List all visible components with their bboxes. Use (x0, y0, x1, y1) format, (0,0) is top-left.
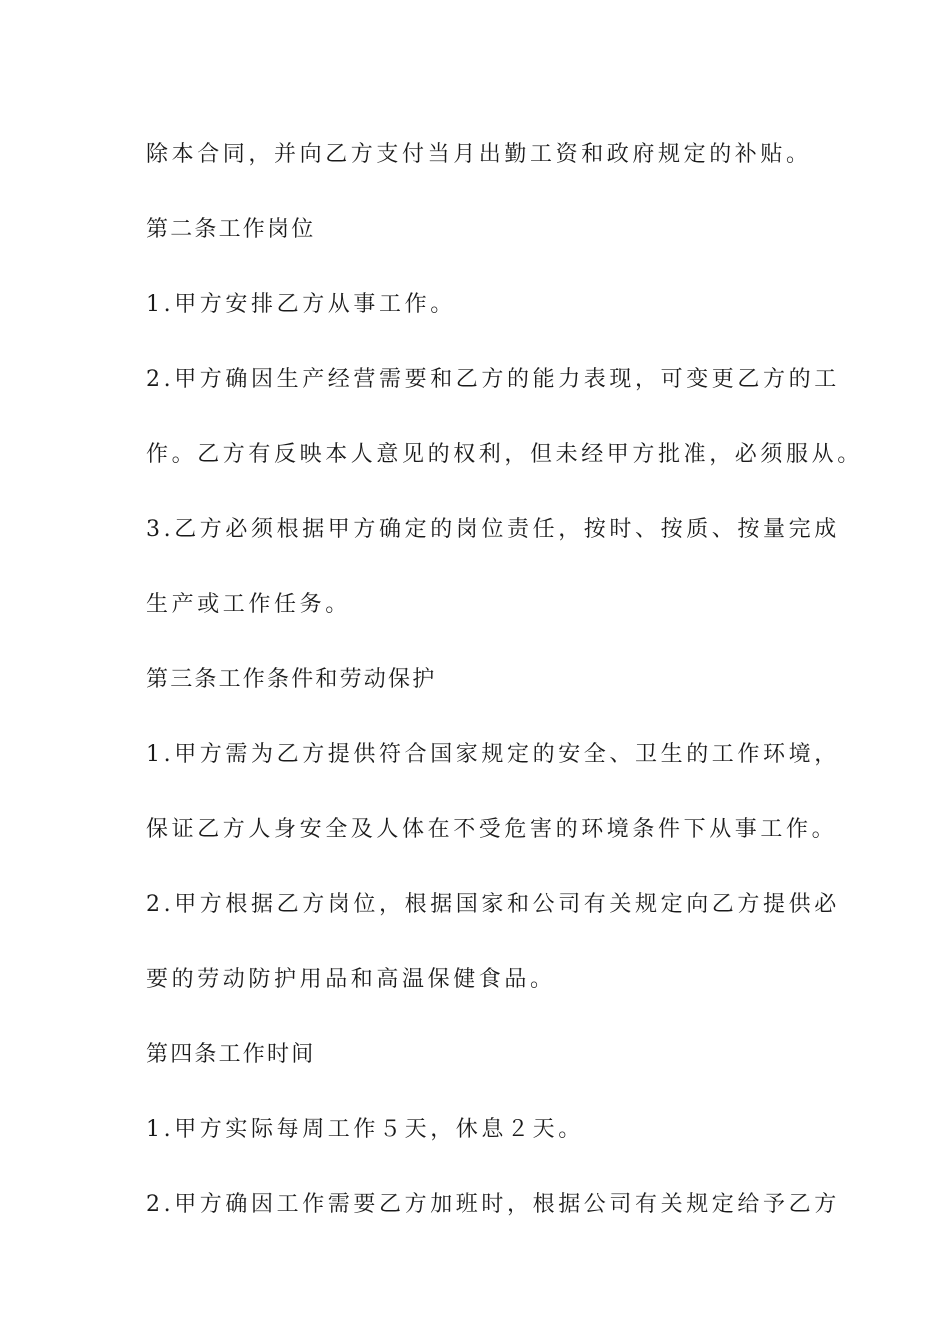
text-line: 作。乙方有反映本人意见的权利，但未经甲方批准，必须服从。 (146, 442, 863, 467)
text-line: 1.甲方实际每周工作５天，休息２天。 (146, 1117, 584, 1142)
section-heading: 第二条工作岗位 (146, 217, 316, 242)
text-line: 要的劳动防护用品和高温保健食品。 (146, 967, 556, 992)
text-line: 2.甲方确因工作需要乙方加班时，根据公司有关规定给予乙方 (146, 1192, 840, 1217)
text-line: 保证乙方人身安全及人体在不受危害的环境条件下从事工作。 (146, 817, 838, 842)
text-line: 生产或工作任务。 (146, 592, 351, 617)
text-line: 3.乙方必须根据甲方确定的岗位责任，按时、按质、按量完成 (146, 517, 840, 542)
text-line: 2.甲方确因生产经营需要和乙方的能力表现，可变更乙方的工 (146, 367, 840, 392)
section-heading: 第四条工作时间 (146, 1042, 316, 1067)
text-line: 1.甲方需为乙方提供符合国家规定的安全、卫生的工作环境， (146, 742, 840, 767)
text-line: 2.甲方根据乙方岗位，根据国家和公司有关规定向乙方提供必 (146, 892, 840, 917)
text-line: 1.甲方安排乙方从事工作。 (146, 292, 456, 317)
section-heading: 第三条工作条件和劳动保护 (146, 667, 437, 692)
document-body (146, 135, 863, 1260)
text-line: 除本合同，并向乙方支付当月出勤工资和政府规定的补贴。 (146, 142, 812, 167)
